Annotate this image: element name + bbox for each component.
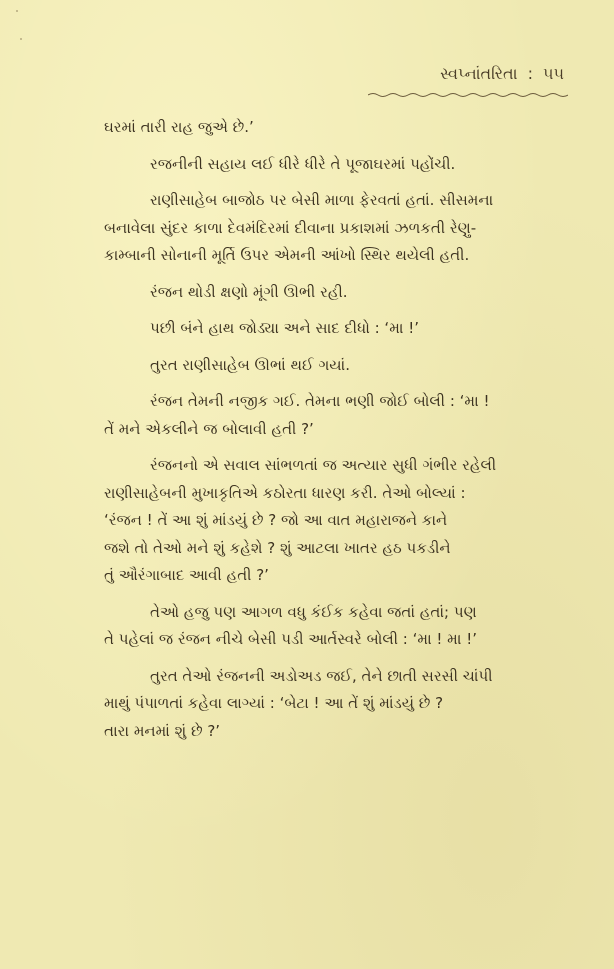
text-line: રાણીસાહેબ બાજોઠ પર બેસી માળા ફેરવતાં હતાં. સીસમના: [150, 191, 494, 209]
body-text: [104, 114, 580, 745]
text-line: તારા મનમાં શું છે ?’: [104, 721, 221, 740]
header-ornament-rule: [368, 92, 568, 98]
paper-speck: [20, 38, 22, 40]
text-line: રાણીસાહેબની મુખાકૃતિએ કઠોરતા ધારણ કરી. તેઓ બોલ્યાં :: [104, 483, 466, 502]
text-line: તુરત રાણીસાહેબ ઊભાં થઈ ગયાં.: [150, 355, 351, 374]
text-line: ઘરમાં તારી રાહ જુએ છે.’: [104, 118, 254, 136]
paragraph: [110, 352, 580, 380]
text-line: રંજનનો એ સવાલ સાંભળતાં જ અત્યાર સુધી ગંભીર રહેલી: [150, 456, 497, 474]
text-line: બનાવેલા સુંદર કાળા દેવમંદિરમાં દીવાના પ્રકાશમાં ઝળકતી રેણુ-: [104, 218, 477, 237]
paragraph: [104, 114, 580, 142]
header-separator: :: [527, 64, 533, 83]
paragraph: [110, 279, 580, 307]
paragraph: [104, 388, 580, 443]
paragraph: [110, 151, 580, 179]
text-line: તે પહેલાં જ રંજન નીચે બેસી પડી આર્તસ્વરે બોલી : ‘મા ! મા !’: [104, 630, 477, 648]
paper-speck: [16, 10, 18, 12]
page-number: ૫૫: [542, 64, 564, 83]
paragraph: [104, 452, 580, 590]
text-line: કામ્બાની સોનાની મૂર્તિ ઉપર એમની આંખો સ્થિર થયેલી હતી.: [104, 246, 470, 264]
text-line: રંજન તેમની નજીક ગઈ. તેમના ભણી જોઈ બોલી : ‘મા !: [150, 392, 490, 410]
paragraph: [104, 599, 580, 654]
running-header: [440, 64, 564, 84]
text-line: ‘રંજન ! તેં આ શું માંડયું છે ? જો આ વાત મહારાજને કાને: [104, 511, 448, 529]
paragraph: [104, 663, 580, 746]
text-line: તેં મને એકલીને જ બોલાવી હતી ?’: [104, 419, 314, 438]
text-line: તેઓ હજુ પણ આગળ વધુ કંઈક કહેવા જતાં હતાં; પણ: [150, 602, 477, 621]
text-line: તું ઔરંગાબાદ આવી હતી ?’: [104, 566, 269, 584]
chapter-title: સ્વપ્નાંતરિતા: [440, 64, 518, 83]
text-line: રંજન થોડી ક્ષણો મૂંગી ઊભી રહી.: [150, 282, 348, 301]
text-line: રજનીની સહાય લઈ ધીરે ધીરે તે પૂજાઘરમાં પહોંચી.: [150, 154, 456, 173]
paragraph: [110, 315, 580, 343]
text-line: પછી બંને હાથ જોડ્યા અને સાદ દીધો : ‘મા !’: [150, 319, 420, 337]
text-line: તુરત તેઓ રંજનની અડોઅડ જઈ, તેને છાતી સરસી ચાંપી: [150, 666, 493, 685]
paragraph: [104, 187, 580, 270]
text-line: માથું પંપાળતાં કહેવા લાગ્યાં : ‘બેટા ! આ તેં શું માંડયું છે ?: [104, 694, 444, 712]
text-line: જશે તો તેઓ મને શું કહેશે ? શું આટલા ખાતર હઠ પકડીને: [104, 538, 451, 557]
